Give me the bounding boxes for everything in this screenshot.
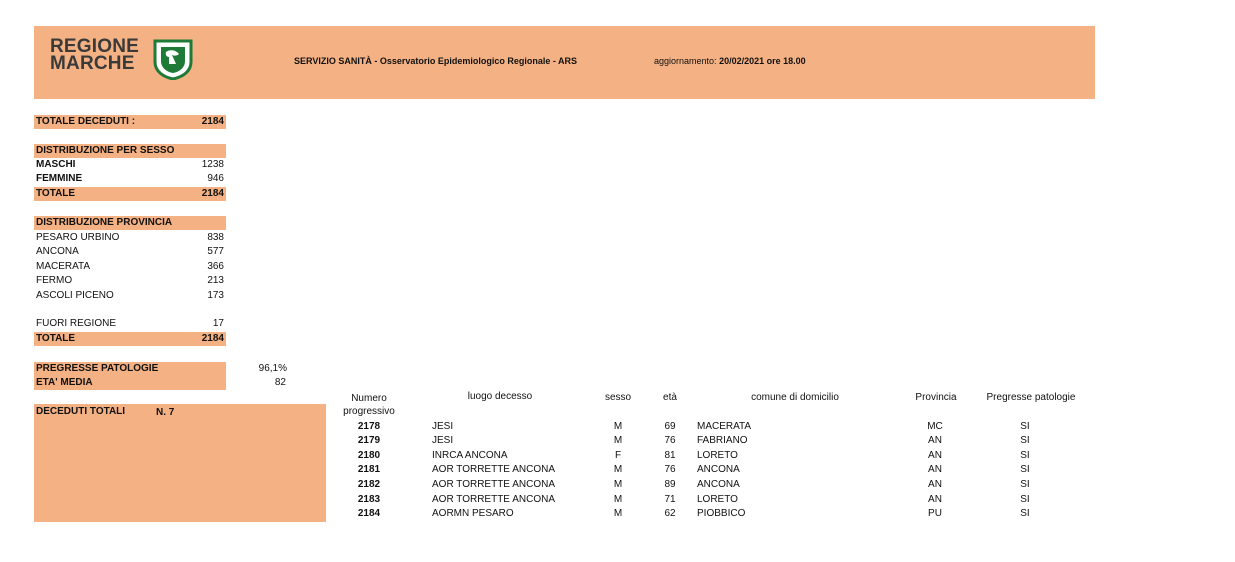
mean-age-row: [34, 376, 226, 390]
males-row: [34, 158, 226, 172]
cell-province: AN: [928, 479, 942, 490]
update-info: [654, 56, 806, 66]
province-total-row: [34, 332, 226, 346]
province-label: MACERATA: [36, 261, 91, 272]
province-row: [34, 260, 226, 274]
cell-conditions: SI: [1020, 421, 1030, 432]
cell-number: 2179: [357, 435, 381, 446]
province-title-label: DISTRIBUZIONE PROVINCIA: [36, 217, 173, 228]
cell-province: AN: [928, 435, 942, 446]
province-label: PESARO URBINO: [36, 232, 120, 243]
province-row: [34, 245, 226, 259]
outside-region-row: [34, 317, 226, 331]
cell-number: 2184: [357, 508, 381, 519]
cell-number: 2178: [357, 421, 381, 432]
mean-age-value: 82: [274, 377, 286, 388]
females-value: 946: [207, 173, 224, 184]
sex-total-label: TOTALE: [36, 188, 76, 199]
col-header-place: luogo decesso: [467, 391, 533, 402]
total-deaths-row: [34, 115, 226, 129]
province-row: [34, 231, 226, 245]
total-deaths-value: 2184: [201, 116, 224, 127]
cell-municipality: LORETO: [697, 494, 738, 505]
deaths-count: N. 7: [156, 407, 175, 418]
cell-province: AN: [928, 450, 942, 461]
cell-municipality: MACERATA: [697, 421, 752, 432]
cell-province: AN: [928, 494, 942, 505]
col-header-number: [340, 392, 398, 418]
deaths-total-label: DECEDUTI TOTALI: [36, 406, 126, 417]
update-label: aggiornamento:: [654, 56, 717, 66]
cell-age: 81: [664, 450, 676, 461]
col-header-number-line1: Numero: [351, 393, 387, 404]
males-label: MASCHI: [36, 159, 76, 170]
mean-age-label: ETA' MEDIA: [36, 377, 93, 388]
col-header-province: Provincia: [915, 392, 957, 403]
cell-municipality: ANCONA: [697, 479, 740, 490]
province-value: 577: [207, 246, 224, 257]
cell-municipality: FABRIANO: [697, 435, 748, 446]
cell-conditions: SI: [1020, 435, 1030, 446]
cell-conditions: SI: [1020, 508, 1030, 519]
cell-sex: M: [613, 479, 623, 490]
report-header: [34, 26, 1095, 99]
outside-region-label: FUORI REGIONE: [36, 318, 117, 329]
col-header-conditions: Pregresse patologie: [986, 392, 1076, 403]
prior-conditions-row: [34, 362, 226, 376]
cell-province: AN: [928, 464, 942, 475]
cell-number: 2183: [357, 494, 381, 505]
province-label: FERMO: [36, 275, 73, 286]
cell-place: AOR TORRETTE ANCONA: [432, 464, 555, 475]
cell-age: 89: [664, 479, 676, 490]
col-header-age: età: [663, 392, 677, 403]
cell-sex: M: [613, 421, 623, 432]
females-label: FEMMINE: [36, 173, 83, 184]
females-row: [34, 172, 226, 186]
province-total-label: TOTALE: [36, 333, 76, 344]
col-header-sex: sesso: [604, 392, 632, 403]
cell-age: 62: [664, 508, 676, 519]
province-value: 838: [207, 232, 224, 243]
cell-conditions: SI: [1020, 450, 1030, 461]
cell-conditions: SI: [1020, 494, 1030, 505]
province-value: 366: [207, 261, 224, 272]
prior-conditions-value: 96,1%: [258, 363, 287, 374]
cell-number: 2182: [357, 479, 381, 490]
cell-sex: F: [614, 450, 622, 461]
sex-total-value: 2184: [201, 188, 224, 199]
deaths-box: [34, 404, 326, 522]
service-title: SERVIZIO SANITÀ - Osservatorio Epidemiologico Regionale - ARS: [294, 56, 578, 66]
cell-place: INRCA ANCONA: [432, 450, 508, 461]
cell-age: 76: [664, 464, 676, 475]
sex-title-label: DISTRIBUZIONE PER SESSO: [36, 145, 175, 156]
province-total-value: 2184: [201, 333, 224, 344]
prior-conditions-label: PREGRESSE PATOLOGIE: [36, 363, 159, 374]
cell-place: AORMN PESARO: [432, 508, 514, 519]
cell-place: JESI: [432, 421, 454, 432]
cell-age: 69: [664, 421, 676, 432]
region-logo: [50, 38, 139, 72]
cell-place: JESI: [432, 435, 454, 446]
province-label: ASCOLI PICENO: [36, 290, 114, 301]
cell-municipality: ANCONA: [697, 464, 740, 475]
males-value: 1238: [201, 159, 224, 170]
outside-region-value: 17: [212, 318, 224, 329]
sex-total-row: [34, 187, 226, 201]
province-row: [34, 289, 226, 303]
province-value: 213: [207, 275, 224, 286]
cell-conditions: SI: [1020, 464, 1030, 475]
cell-age: 76: [664, 435, 676, 446]
cell-sex: M: [613, 464, 623, 475]
cell-province: PU: [928, 508, 942, 519]
total-deaths-label: TOTALE DECEDUTI :: [36, 116, 136, 127]
cell-municipality: LORETO: [697, 450, 738, 461]
col-header-municipality: comune di domicilio: [751, 392, 839, 403]
cell-number: 2180: [357, 450, 381, 461]
province-label: ANCONA: [36, 246, 79, 257]
cell-province: MC: [927, 421, 943, 432]
col-header-number-line2: progressivo: [343, 406, 395, 417]
province-row: [34, 274, 226, 288]
cell-place: AOR TORRETTE ANCONA: [432, 479, 555, 490]
cell-conditions: SI: [1020, 479, 1030, 490]
logo-line1: REGIONE: [50, 36, 140, 57]
cell-number: 2181: [357, 464, 381, 475]
update-value: 20/02/2021 ore 18.00: [719, 56, 806, 66]
cell-place: AOR TORRETTE ANCONA: [432, 494, 555, 505]
cell-sex: M: [613, 508, 623, 519]
region-emblem-icon: [152, 38, 194, 80]
cell-sex: M: [613, 494, 623, 505]
province-distribution-title: [34, 216, 226, 230]
logo-line2: MARCHE: [50, 53, 135, 74]
cell-municipality: PIOBBICO: [697, 508, 746, 519]
cell-sex: M: [613, 435, 623, 446]
cell-age: 71: [664, 494, 676, 505]
province-value: 173: [207, 290, 224, 301]
sex-distribution-title: [34, 144, 226, 158]
